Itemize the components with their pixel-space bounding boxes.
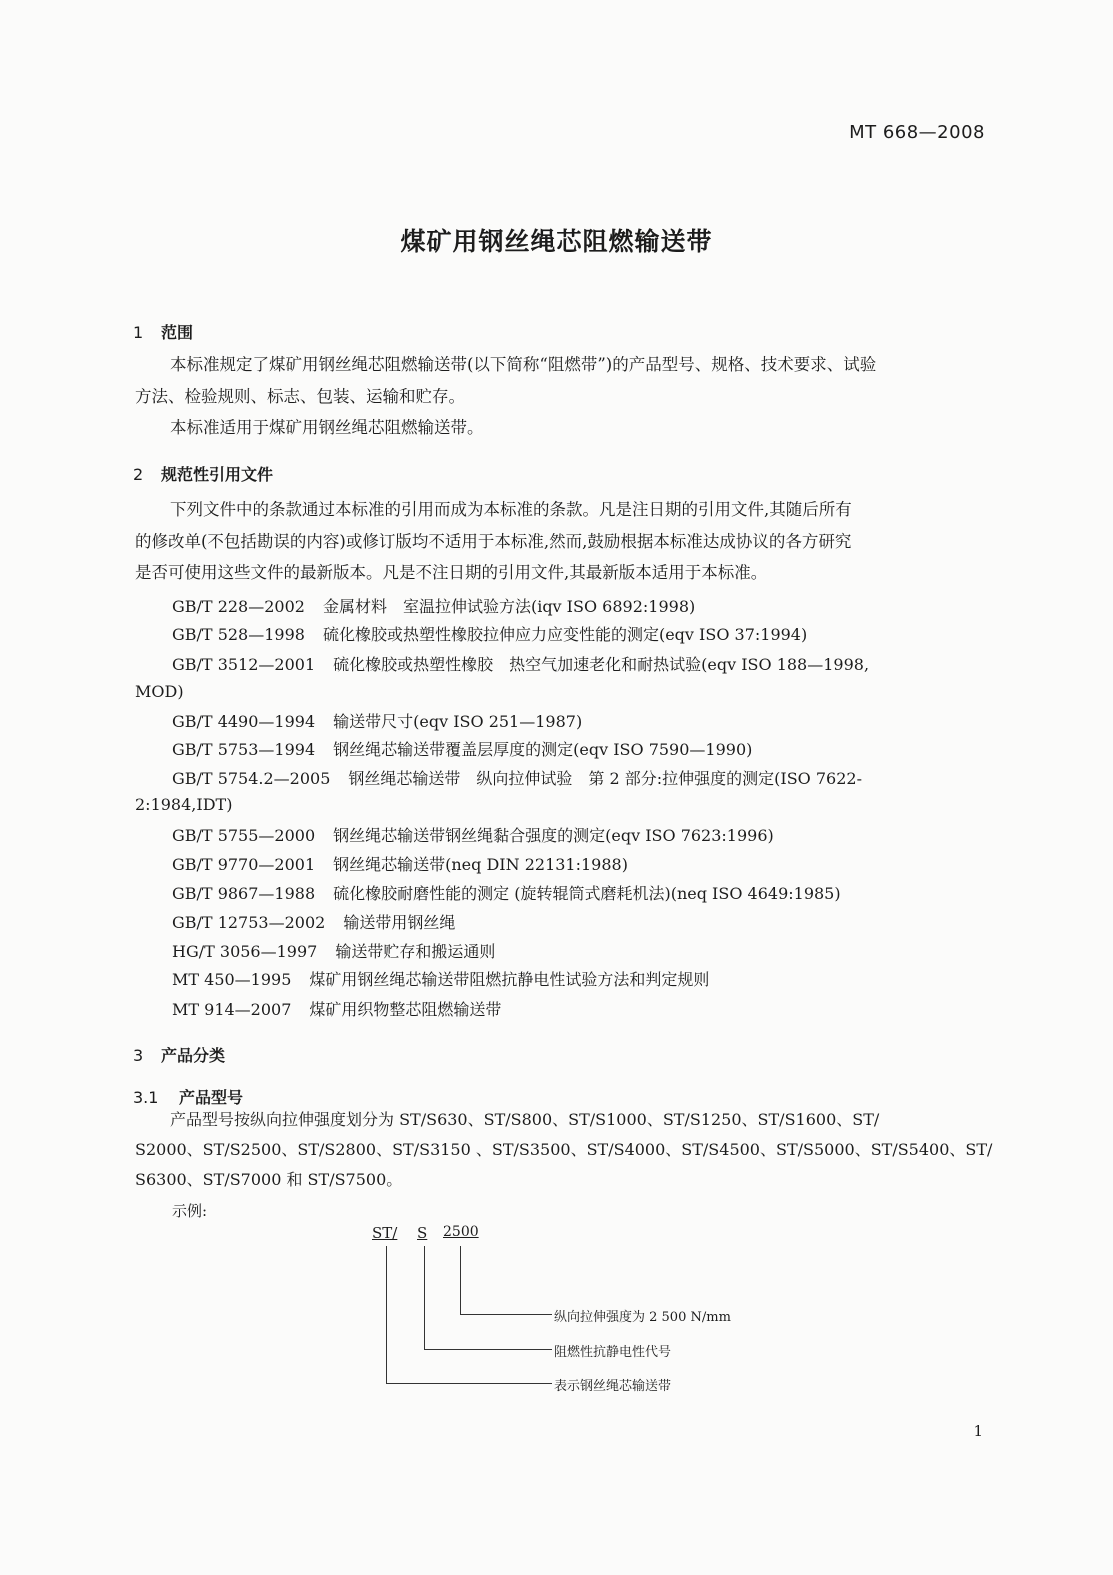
- connector-line: [460, 1246, 461, 1314]
- section-2-intro-line3: 是否可使用这些文件的最新版本。凡是不注日期的引用文件,其最新版本适用于本标准。: [135, 563, 768, 582]
- section-2-heading: [133, 462, 273, 485]
- section-1-para1-line1: 本标准规定了煤矿用钢丝绳芯阻燃输送带(以下简称“阻燃带”)的产品型号、规格、技术要求、试验: [170, 355, 877, 374]
- reference-title: 输送带尺寸(eqv ISO 251—1987): [333, 712, 583, 731]
- reference-item: [172, 622, 807, 645]
- reference-title: 钢丝绳芯输送带覆盖层厚度的测定(eqv ISO 7590—1990): [333, 740, 753, 759]
- connector-line: [386, 1383, 552, 1384]
- reference-code: MT 450—1995: [172, 970, 292, 989]
- reference-title: 硫化橡胶耐磨性能的测定 (旋转辊筒式磨耗机法)(neq ISO 4649:1985): [333, 884, 841, 903]
- reference-item: [172, 737, 752, 760]
- reference-title: 输送带用钢丝绳: [343, 913, 456, 932]
- code-part-number: 2500: [443, 1224, 479, 1240]
- reference-title: 钢丝绳芯输送带 纵向拉伸试验 第 2 部分:拉伸强度的测定(ISO 7622-: [348, 769, 862, 788]
- section-number: 1: [133, 323, 144, 342]
- reference-code: MT 914—2007: [172, 1000, 292, 1019]
- connector-line: [386, 1246, 387, 1383]
- reference-item: [172, 852, 628, 875]
- connector-line: [460, 1314, 552, 1315]
- page-number: 1: [973, 1422, 983, 1440]
- subsection-number: 3.1: [133, 1088, 159, 1107]
- reference-title: 煤矿用织物整芯阻燃输送带: [309, 1000, 502, 1019]
- reference-code: GB/T 5754.2—2005: [172, 769, 331, 788]
- section-1-para2: 本标准适用于煤矿用钢丝绳芯阻燃输送带。: [170, 418, 484, 437]
- reference-item: [172, 997, 501, 1020]
- subsection-3-1-heading: [133, 1085, 243, 1108]
- reference-item: [172, 823, 774, 846]
- reference-title: 钢丝绳芯输送带(neq DIN 22131:1988): [333, 855, 628, 874]
- reference-title: 煤矿用钢丝绳芯输送带阻燃抗静电性试验方法和判定规则: [309, 970, 710, 989]
- section-number: 3: [133, 1046, 144, 1065]
- reference-continuation: 2:1984,IDT): [135, 795, 233, 814]
- reference-item: [172, 709, 582, 732]
- reference-code: GB/T 3512—2001: [172, 655, 316, 674]
- reference-item: [172, 967, 709, 990]
- reference-code: GB/T 5753—1994: [172, 740, 316, 759]
- section-2-intro-line2: 的修改单(不包括勘误的内容)或修订版均不适用于本标准,然而,鼓励根据本标准达成协议的各方研究: [135, 532, 852, 551]
- reference-code: GB/T 4490—1994: [172, 712, 316, 731]
- section-2-intro-line1: 下列文件中的条款通过本标准的引用而成为本标准的条款。凡是注日期的引用文件,其随后所有: [170, 500, 852, 519]
- connector-line: [424, 1349, 552, 1350]
- reference-item: [172, 910, 455, 933]
- section-1-heading: [133, 320, 193, 343]
- reference-title: 金属材料 室温拉伸试验方法(iqv ISO 6892:1998): [322, 597, 696, 616]
- reference-code: GB/T 9867—1988: [172, 884, 316, 903]
- standard-code: MT 668—2008: [849, 122, 985, 143]
- reference-code: GB/T 12753—2002: [172, 913, 326, 932]
- product-model-line3: S6300、ST/S7000 和 ST/S7500。: [135, 1170, 403, 1189]
- product-model-line1: 产品型号按纵向拉伸强度划分为 ST/S630、ST/S800、ST/S1000、ST/S1250、ST/S1600、ST/: [170, 1110, 880, 1129]
- code-part-st: ST/: [372, 1224, 398, 1242]
- reference-continuation: MOD): [135, 682, 184, 701]
- section-title: 规范性引用文件: [161, 465, 274, 484]
- reference-code: GB/T 228—2002: [172, 597, 305, 616]
- reference-title: 硫化橡胶或热塑性橡胶 热空气加速老化和耐热试验(eqv ISO 188—1998,: [333, 655, 870, 674]
- reference-title: 输送带贮存和搬运通则: [335, 942, 496, 961]
- label-flame-code: 阻燃性抗静电性代号: [554, 1345, 672, 1360]
- section-title: 范围: [161, 323, 194, 342]
- document-title: 煤矿用钢丝绳芯阻燃输送带: [400, 227, 713, 256]
- label-belt-type: 表示钢丝绳芯输送带: [554, 1379, 672, 1394]
- section-number: 2: [133, 465, 144, 484]
- reference-item: [172, 594, 695, 617]
- reference-title: 钢丝绳芯输送带钢丝绳黏合强度的测定(eqv ISO 7623:1996): [333, 826, 774, 845]
- reference-item: [172, 766, 862, 789]
- reference-code: GB/T 5755—2000: [172, 826, 316, 845]
- reference-code: GB/T 9770—2001: [172, 855, 316, 874]
- reference-code: HG/T 3056—1997: [172, 942, 318, 961]
- reference-title: 硫化橡胶或热塑性橡胶拉伸应力应变性能的测定(eqv ISO 37:1994): [322, 625, 808, 644]
- subsection-title: 产品型号: [179, 1088, 244, 1107]
- section-1-para1-line2: 方法、检验规则、标志、包装、运输和贮存。: [135, 387, 465, 406]
- section-title: 产品分类: [161, 1046, 226, 1065]
- label-strength: 纵向拉伸强度为 2 500 N/mm: [554, 1310, 731, 1325]
- section-3-heading: [133, 1043, 225, 1066]
- reference-code: GB/T 528—1998: [172, 625, 305, 644]
- reference-item: [172, 652, 869, 675]
- example-label: 示例:: [172, 1202, 208, 1220]
- reference-item: [172, 881, 841, 904]
- product-model-line2: S2000、ST/S2500、ST/S2800、ST/S3150 、ST/S3500、ST/S4000、ST/S4500、ST/S5000、ST/S5400、ST/: [135, 1140, 993, 1159]
- connector-line: [424, 1246, 425, 1349]
- reference-item: [172, 939, 495, 962]
- code-part-s: S: [417, 1224, 428, 1242]
